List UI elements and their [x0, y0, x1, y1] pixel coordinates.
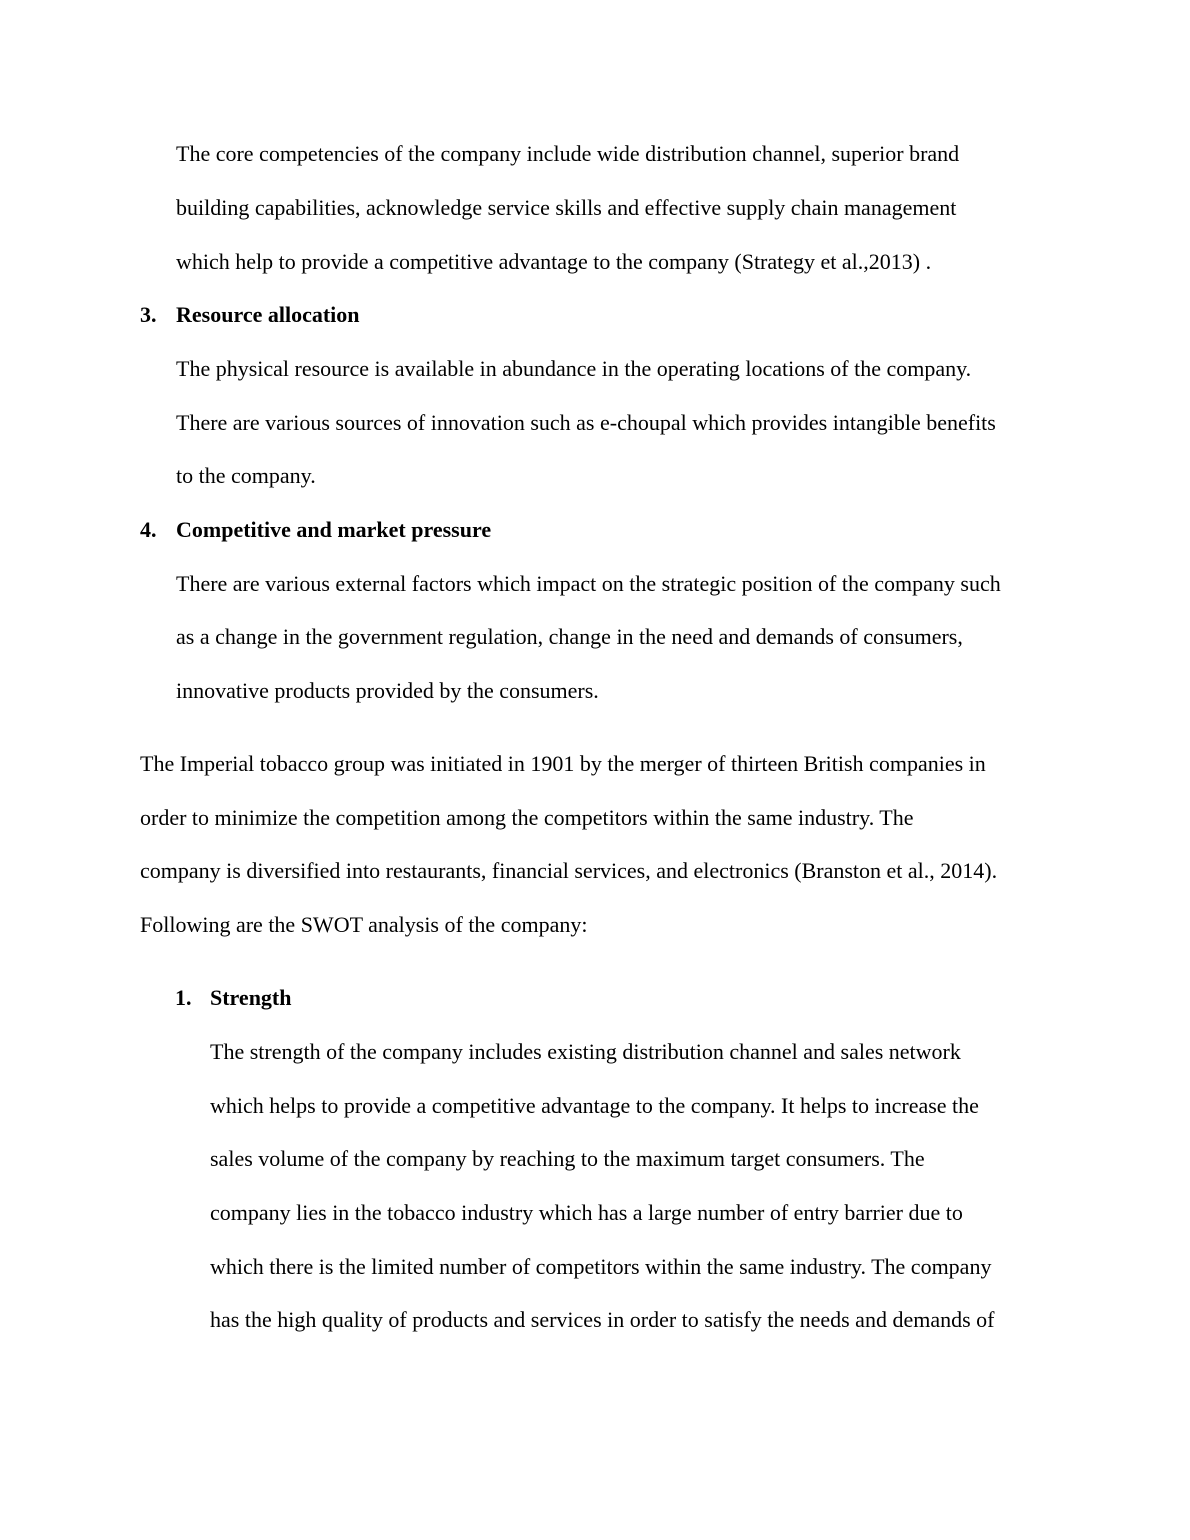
list-number: 3.: [140, 302, 157, 327]
paragraph-line: innovative products provided by the consumers.: [176, 678, 599, 703]
paragraph-line: There are various sources of innovation such as e-choupal which provides intangible benefits: [176, 410, 996, 435]
paragraph-line: company lies in the tobacco industry which has a large number of entry barrier due to: [210, 1200, 963, 1225]
list-number: 4.: [140, 517, 157, 542]
section-heading: Resource allocation: [176, 302, 360, 327]
paragraph-line: The Imperial tobacco group was initiated in 1901 by the merger of thirteen British companies in: [140, 751, 986, 776]
paragraph-line: building capabilities, acknowledge service skills and effective supply chain management: [176, 195, 957, 220]
paragraph-line: which there is the limited number of competitors within the same industry. The company: [210, 1254, 992, 1279]
paragraph-line: has the high quality of products and services in order to satisfy the needs and demands of: [210, 1307, 995, 1332]
paragraph-line: which helps to provide a competitive advantage to the company. It helps to increase the: [210, 1093, 979, 1118]
paragraph-line: There are various external factors which impact on the strategic position of the company such: [176, 571, 1001, 596]
paragraph-line: sales volume of the company by reaching to the maximum target consumers. The: [210, 1146, 925, 1171]
paragraph-line: The strength of the company includes existing distribution channel and sales network: [210, 1039, 961, 1064]
paragraph-line: The core competencies of the company include wide distribution channel, superior brand: [176, 141, 960, 166]
paragraph-line: company is diversified into restaurants, financial services, and electronics (Branston et al., 2014).: [140, 858, 998, 883]
paragraph-line: The physical resource is available in abundance in the operating locations of the company.: [176, 356, 972, 381]
paragraph-line: as a change in the government regulation, change in the need and demands of consumers,: [176, 624, 963, 649]
section-heading: Competitive and market pressure: [176, 517, 492, 542]
paragraph-line: which help to provide a competitive advantage to the company (Strategy et al.,2013) .: [176, 249, 932, 274]
list-number: 1.: [175, 985, 192, 1010]
paragraph-line: order to minimize the competition among the competitors within the same industry. The: [140, 805, 914, 830]
paragraph-line: Following are the SWOT analysis of the company:: [140, 912, 588, 937]
paragraph-line: to the company.: [176, 463, 316, 488]
section-heading: Strength: [210, 985, 292, 1010]
